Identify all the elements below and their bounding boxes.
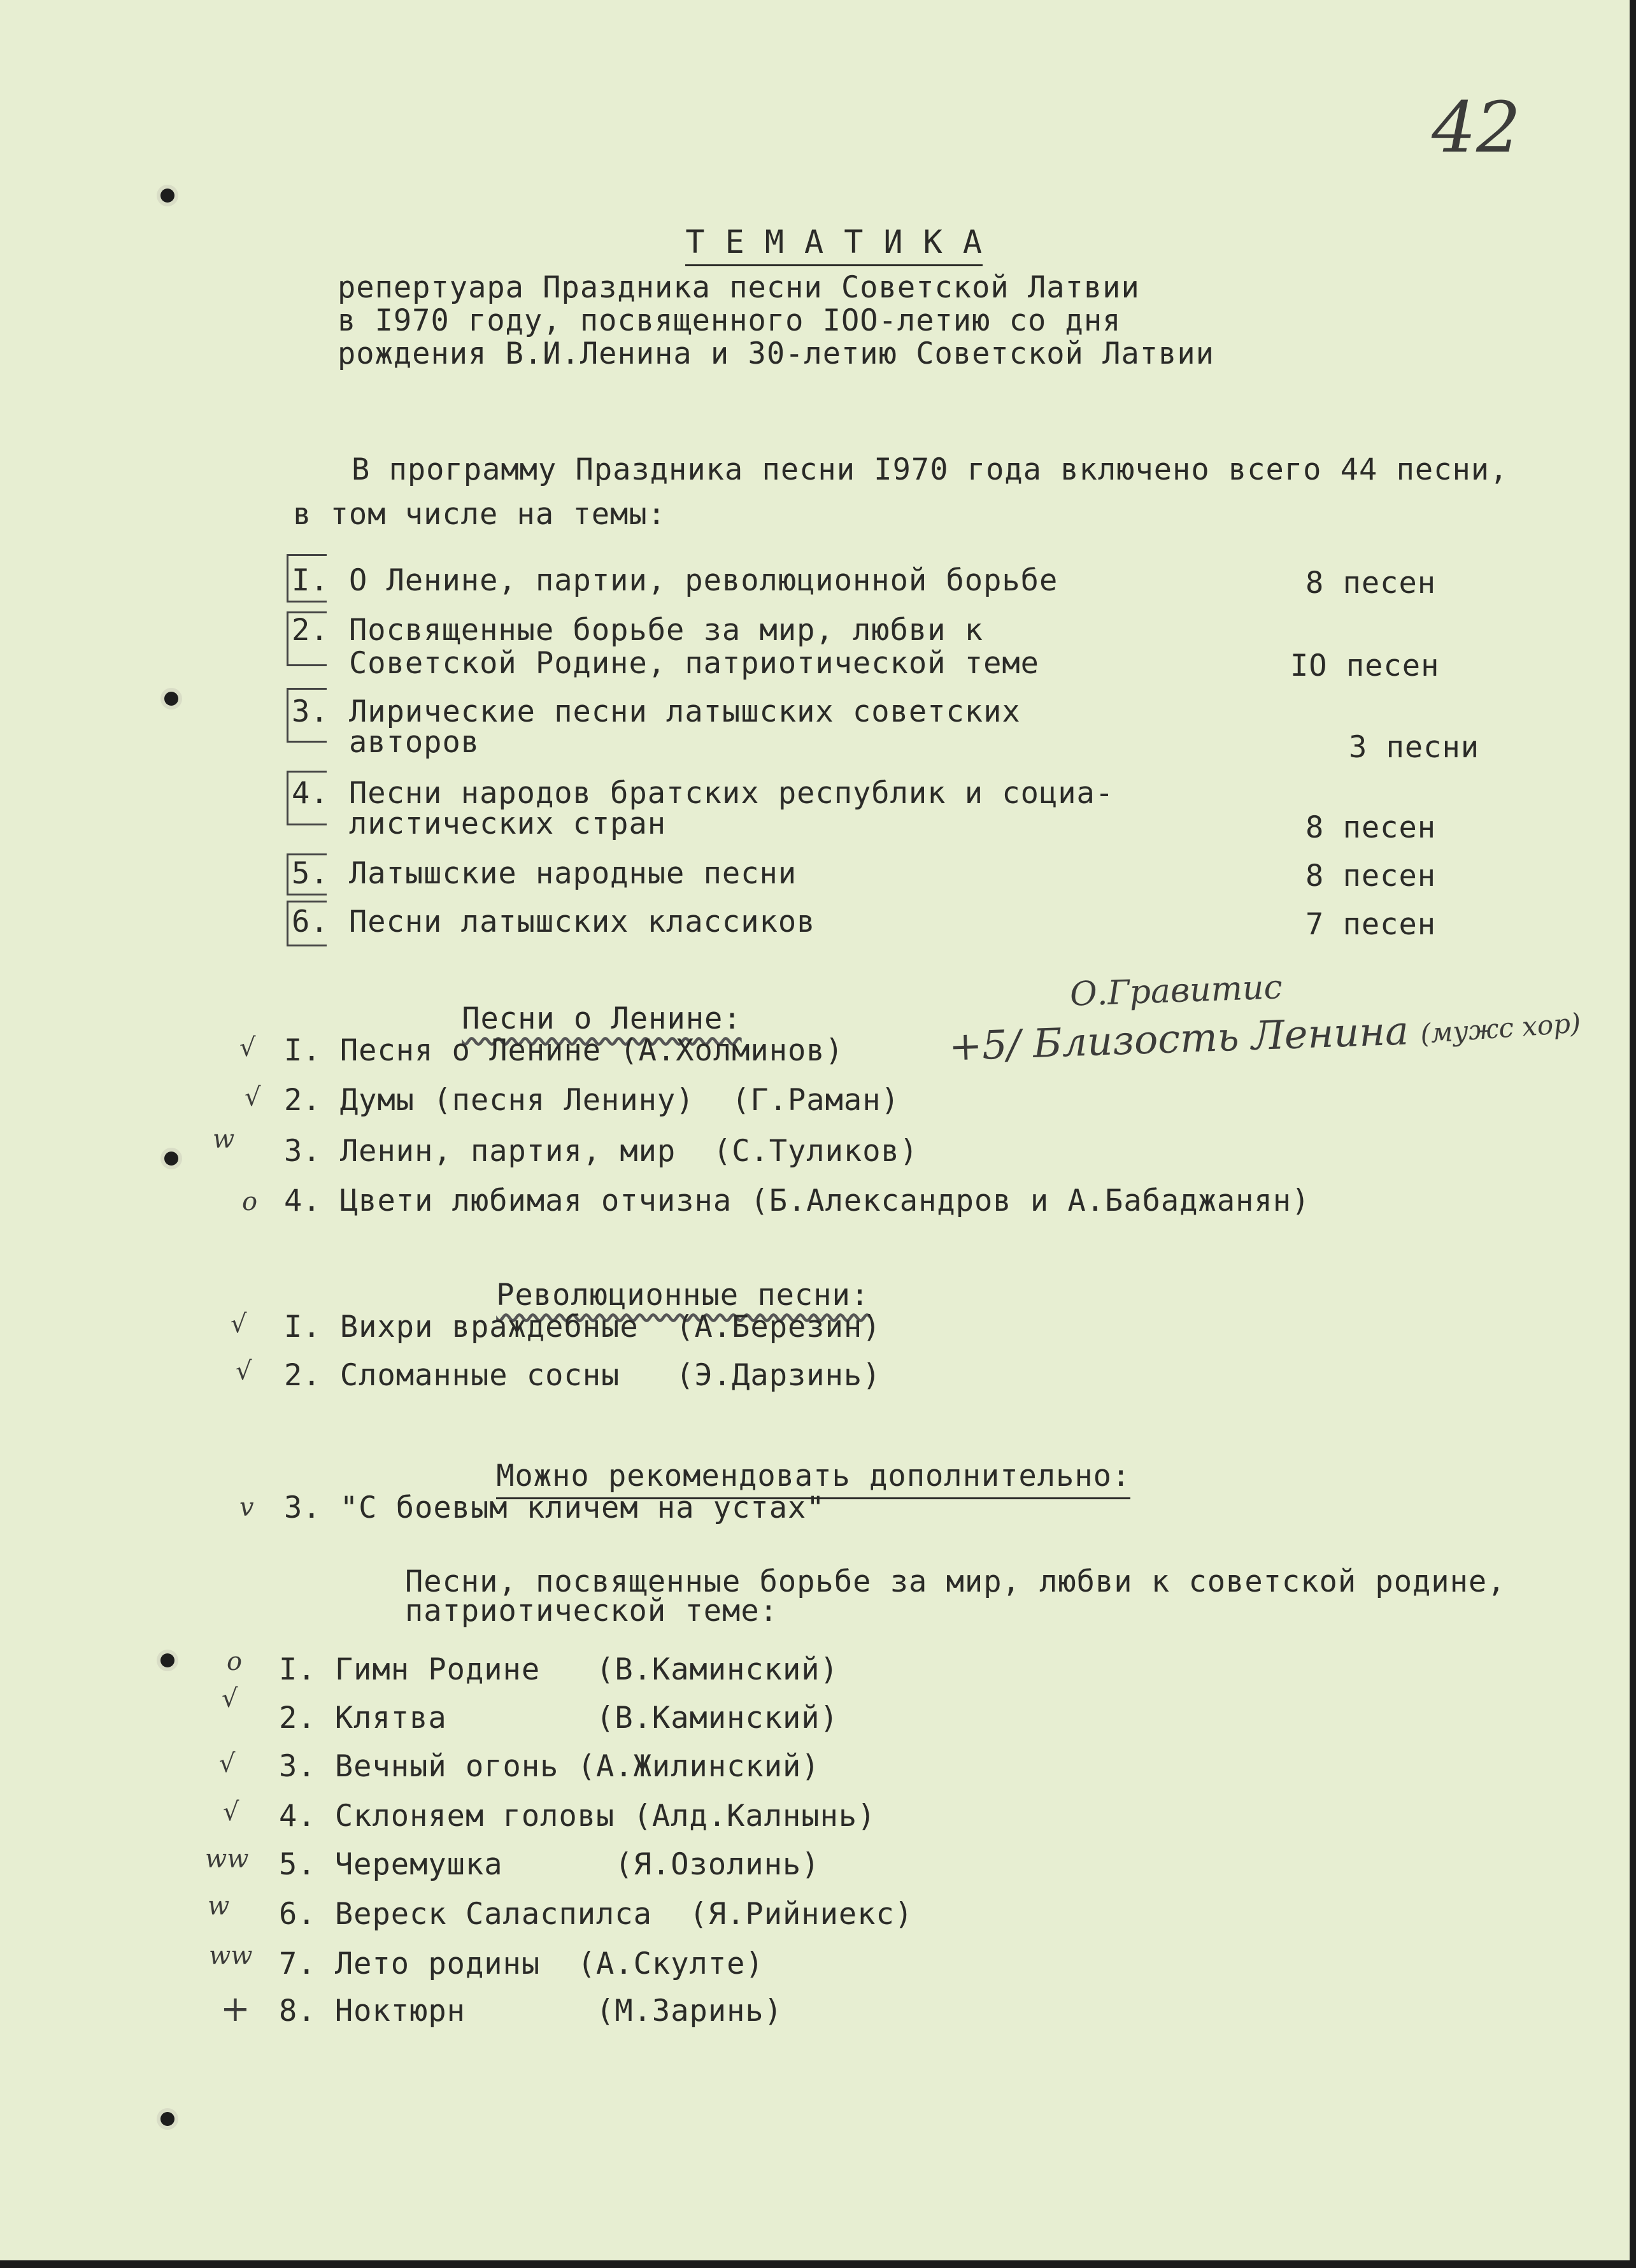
theme-count: 8 песен (1305, 566, 1437, 601)
list-item: 3. Ленин, партия, мир (С.Туликов) (284, 1134, 919, 1169)
section-heading: Песни, посвященные борьбе за мир, любви к советской родине, (405, 1564, 1506, 1599)
check-mark: v (239, 1493, 254, 1522)
list-item: I. Гимн Родине (В.Каминский) (279, 1652, 839, 1687)
check-mark: √ (245, 1083, 261, 1112)
subtitle-line: репертуара Праздника песни Советской Латвии (338, 270, 1140, 305)
theme-number: 5. (292, 856, 329, 891)
list-item: 4. Цвети любимая отчизна (Б.Александров и А.Бабаджанян) (284, 1183, 1311, 1218)
handwritten-note: (мужс хор) (1419, 1007, 1582, 1050)
check-mark: √ (222, 1684, 238, 1713)
theme-title: Песни латышских классиков (349, 904, 816, 939)
list-item: 6. Вереск Саласпилса (Я.Рийниекс) (279, 1897, 914, 1932)
punch-hole (164, 1152, 178, 1166)
list-item: 2. Клятва (В.Каминский) (279, 1701, 839, 1736)
theme-count: 3 песни (1349, 730, 1480, 765)
check-mark: w (213, 1125, 235, 1154)
theme-number: I. (292, 563, 329, 598)
list-item: 3. "С боевым кличем на устах" (284, 1490, 825, 1525)
punch-hole (164, 692, 178, 706)
check-mark: o (242, 1187, 258, 1216)
list-item: 2. Сломанные сосны (Э.Дарзинь) (284, 1358, 881, 1393)
check-mark: √ (236, 1357, 252, 1386)
section-heading-text: Можно рекомендовать дополнительно: (496, 1459, 1130, 1499)
theme-title: Советской Родине, патриотической теме (349, 646, 1039, 681)
list-item: 2. Думы (песня Ленину) (Г.Раман) (284, 1083, 900, 1118)
list-item: 5. Черемушка (Я.Озолинь) (279, 1847, 820, 1882)
theme-title: Песни народов братских республик и социа- (349, 776, 1114, 811)
handwritten-addition: +5/ Близость Ленина (948, 1007, 1410, 1070)
theme-number: 6. (292, 904, 329, 939)
intro-line: в том числе на темы: (293, 497, 666, 532)
check-mark: √ (239, 1033, 256, 1062)
list-item: 3. Вечный огонь (А.Жилинский) (279, 1749, 820, 1784)
theme-title: Посвященные борьбе за мир, любви к (349, 613, 984, 648)
punch-hole (160, 1653, 174, 1667)
handwritten-author: О.Гравитис (1069, 968, 1283, 1014)
check-mark: √ (223, 1797, 239, 1827)
check-mark: w (208, 1892, 230, 1921)
theme-count: IO песен (1290, 648, 1440, 683)
theme-count: 8 песен (1305, 810, 1437, 845)
theme-title: листических стран (349, 806, 667, 841)
theme-count: 7 песен (1305, 907, 1437, 942)
theme-title: Лирические песни латышских советских (349, 694, 1021, 729)
list-item: 7. Лето родины (А.Скулте) (279, 1946, 764, 1981)
theme-number: 2. (292, 613, 329, 648)
punch-hole (160, 189, 174, 203)
check-mark: √ (219, 1749, 236, 1778)
list-item: 4. Склоняем головы (Алд.Калнынь) (279, 1799, 876, 1834)
list-item: I. Песня о Ленине (А.Холминов) (284, 1033, 844, 1068)
intro-line: В программу Праздника песни I970 года включено всего 44 песни, (352, 452, 1509, 487)
section-heading-text: Революционные песни: (496, 1278, 870, 1313)
theme-title: Латышские народные песни (349, 856, 797, 891)
check-mark: o (227, 1647, 243, 1676)
section-heading: патриотической теме: (405, 1594, 778, 1629)
subtitle-line: в I970 году, посвященного IOO-летию со дня (338, 303, 1121, 338)
title-text: Т Е М А Т И К А (685, 224, 983, 266)
list-item: 8. Ноктюрн (М.Заринь) (279, 1993, 783, 2029)
theme-number: 3. (292, 694, 329, 729)
page-number: 42 (1432, 87, 1521, 168)
plus-mark: + (220, 1988, 250, 2030)
check-mark: ww (209, 1941, 253, 1971)
check-mark: ww (205, 1844, 249, 1874)
list-item: I. Вихри враждебные (А.Березин) (284, 1309, 881, 1344)
section-heading-text: Песни о Ленине: (462, 1001, 742, 1036)
subtitle-line: рождения В.И.Ленина и 30-летию Советской Латвии (338, 336, 1214, 371)
theme-title: О Ленине, партии, революционной борьбе (349, 563, 1058, 598)
punch-hole (160, 2112, 174, 2126)
check-mark: √ (231, 1309, 247, 1339)
theme-count: 8 песен (1305, 859, 1437, 894)
theme-number: 4. (292, 776, 329, 811)
theme-title: авторов (349, 725, 480, 760)
